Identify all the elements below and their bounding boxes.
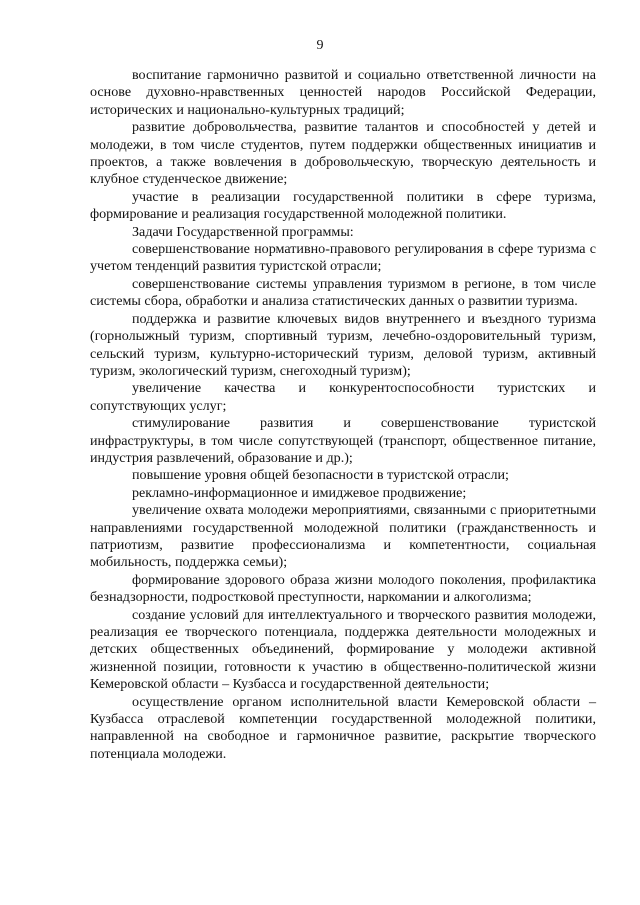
paragraph: увеличение качества и конкурентоспособности туристских и сопутствующих услуг; bbox=[90, 380, 596, 414]
paragraph: совершенствование системы управления туризмом в регионе, в том числе системы сбора, обработки и анализа статистических данных о развитии туризма. bbox=[90, 275, 596, 310]
paragraph: увеличение охвата молодежи мероприятиями, связанными с приоритетными направлениями государственной молодежной политики (гражданственность и патриотизм, развитие профессионализма и компетентности, социальная мобильность, поддержка семьи); bbox=[90, 502, 596, 571]
paragraph: поддержка и развитие ключевых видов внутреннего и въездного туризма (горнолыжный туризм, спортивный туризм, лечебно-оздоровительный туризм, сельский туризм, культурно-исторический туризм, деловой туризм, активный туризм, экологический туризм, снегоходный туризм); bbox=[90, 310, 596, 379]
paragraph: совершенствование нормативно-правового регулирования в сфере туризма с учетом тенденций развития туристской отрасли; bbox=[90, 241, 596, 275]
paragraph: рекламно-информационное и имиджевое продвижение; bbox=[132, 484, 467, 501]
paragraph: воспитание гармонично развитой и социально ответственной личности на основе духовно-нравственных ценностей народов Российской Федерации, исторических и национально-культурных традиций; bbox=[90, 67, 596, 118]
paragraph: стимулирование развития и совершенствование туристской инфраструктуры, в том числе сопутствующей (транспорт, общественное питание, индустрия развлечений, образование и др.); bbox=[90, 415, 596, 466]
paragraph: формирование здорового образа жизни молодого поколения, профилактика безнадзорности, подростковой преступности, наркомании и алкоголизма; bbox=[90, 571, 596, 606]
document-body bbox=[90, 67, 596, 763]
paragraph: Задачи Государственной программы: bbox=[132, 223, 354, 240]
paragraph: повышение уровня общей безопасности в туристской отрасли; bbox=[132, 467, 509, 484]
paragraph: осуществление органом исполнительной власти Кемеровской области – Кузбасса отраслевой компетенции государственной молодежной политики, направленной на свободное и гармоничное развитие, раскрытие творческого потенциала молодежи. bbox=[90, 693, 596, 762]
paragraph: создание условий для интеллектуального и творческого развития молодежи, реализация ее творческого потенциала, поддержка деятельности молодежных и детских общественных объединений, формирование у молодежи активной жизненной позиции, готовности к участию в общественно-политической жизни Кемеровской области – Кузбасса и государственной деятельности; bbox=[90, 606, 596, 693]
paragraph: развитие добровольчества, развитие талантов и способностей у детей и молодежи, в том числе студентов, путем поддержки общественных инициатив и проектов, а также вовлечения в добровольческую, творческую деятельность и клубное студенческое движение; bbox=[90, 119, 596, 188]
paragraph: участие в реализации государственной политики в сфере туризма, формирование и реализация государственной молодежной политики. bbox=[90, 188, 596, 223]
page-number: 9 bbox=[316, 38, 324, 53]
